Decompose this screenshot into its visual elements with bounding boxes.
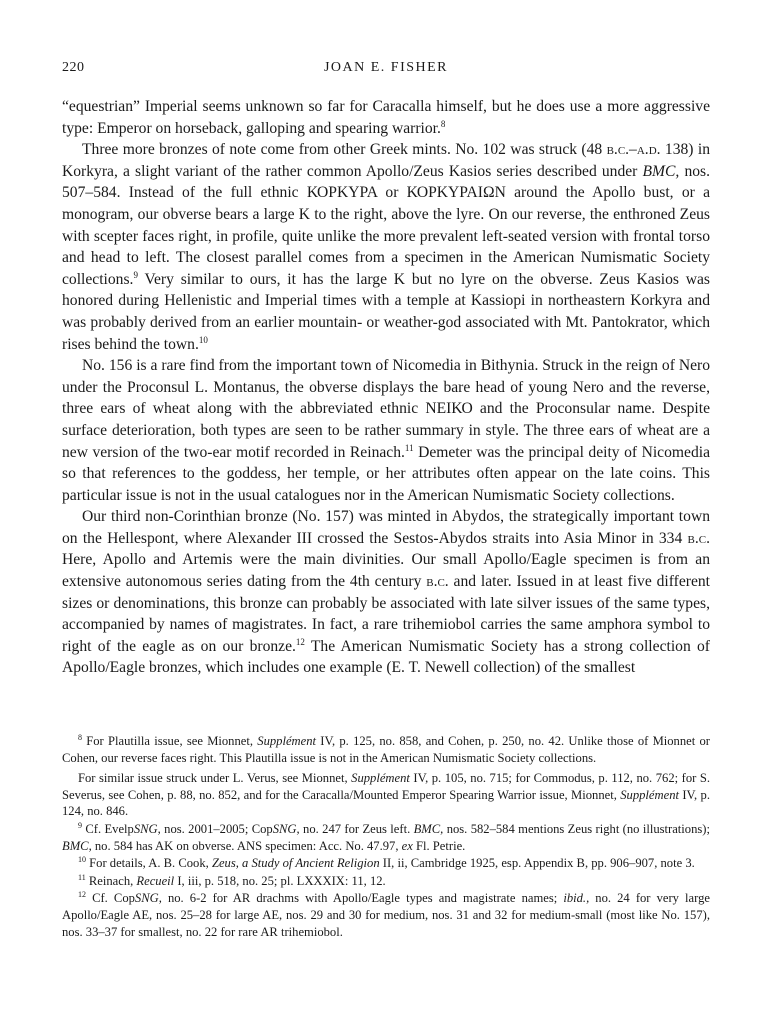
footnotes [62, 733, 710, 941]
footnote-9: $^9$ Cf. EvelpSNG, nos. 2001–2005; CopSNG, no. 247 for Zeus left. BMC, nos. 582–584 mentions Zeus right (no illustrations); BMC, no. 584 has AK on obverse. ANS specimen: Acc. No. 47.97, ex Fl. Petrie. [62, 820, 710, 853]
footnote-ref[interactable]: 10 [198, 334, 208, 345]
footnote-ref[interactable]: 9 [133, 269, 138, 280]
paragraph: Three more bronzes of note come from other Greek mints. No. 102 was struck (48 b.c.–a.d. 138) in Korkyra, a slight variant of the rather common Apollo/Zeus Kasios series described under BMC, nos. 507–584. Instead of the full ethnic ΚΟΡΚΥΡΑ or ΚΟΡΚΥΡΑΙΩΝ around the Apollo bust, or a monogram, our obverse bears a large K to the right, above the lyre. On our reverse, the enthroned Zeus with scepter faces right, in profile, quite unlike the more prevalent left-seated version with frontal torso and head to left. The closest parallel comes from a specimen in the American Numismatic Society collections.$^9$ Very similar to ours, it has the large K but no lyre on the obverse. Zeus Kasios was honored during Hellenistic and Imperial times with a temple at Kassiopi in northeastern Korkyra and was probably derived from an earlier mountain- or weather-god associated with Mt. Pantokrator, which rises behind the town.$^{10}$ [62, 141, 711, 353]
footnote-ref[interactable]: 11 [404, 442, 414, 453]
page-number: 220 [62, 60, 85, 75]
footnote-11: $^{11}$ Reinach, Recueil I, iii, p. 518, no. 25; pl. LXXXIX: 11, 12. [78, 872, 386, 888]
footnote-8-continued: For similar issue struck under L. Verus, see Mionnet, Supplément IV, p. 105, no. 715; for Commodus, p. 112, no. 762; for S. Severus, see Cohen, p. 88, no. 852, and for the Caracalla/Mounted Emperor Spearing Warrior issue, Mionnet, Supplément IV, p. 124, no. 846. [62, 771, 710, 819]
paragraph: Our third non-Corinthian bronze (No. 157) was minted in Abydos, the strategically important town on the Hellespont, where Alexander III crossed the Sestos-Abydos straits into Asia Minor in 334 b.c. Here, Apollo and Artemis were the main divinities. Our small Apollo/Eagle specimen is from an extensive autonomous series dating from the 4th century b.c. and later. Issued in at least five different sizes or denominations, this bronze can probably be associated with late silver issues of the same types, accompanied by names of magistrates. In fact, a rare trihemiobol carries the same amphora symbol to right of the eagle as on our bronze.$^{12}$ The American Numismatic Society has a strong collection of Apollo/Eagle bronzes, which includes one example (E. T. Newell collection) of the smallest [62, 508, 710, 677]
body-text [62, 96, 710, 679]
paragraph: No. 156 is a rare find from the important town of Nicomedia in Bithynia. Struck in the reign of Nero under the Proconsul L. Montanus, the obverse displays the bare head of young Nero and the reverse, three ears of wheat along with the abbreviated ethnic ΝΕΙΚΟ and the Proconsular name. Despite surface deterioration, both types are seen to be rather summary in style. The three ears of wheat are a new version of the two-ear motif recorded in Reinach.$^{11}$ Demeter was the principal deity of Nicomedia so that references to the goddess, her temple, or her attributes often appear on the late coins. This particular issue is not in the usual catalogues nor in the American Numismatic Society collections. [62, 357, 710, 504]
running-title: JOAN E. FISHER [323, 60, 449, 75]
footnote-8: $^8$ For Plautilla issue, see Mionnet, Supplément IV, p. 125, no. 858, and Cohen, p. 250, no. 42. Unlike those of Mionnet or Cohen, our reverse faces right. This Plautilla issue is not in the American Numismatic Society collections. [62, 733, 710, 765]
page-header [62, 60, 710, 82]
footnote-ref[interactable]: 8 [440, 118, 446, 129]
footnote-12: $^{12}$ Cf. CopSNG, no. 6-2 for AR drachms with Apollo/Eagle types and magistrate names; ibid., no. 24 for very large Apollo/Eagle AE, nos. 25–28 for large AE, nos. 29 and 30 for medium, nos. 31 and 32 for medium-small (most like No. 157), nos. 33–37 for smallest, no. 22 for rare AR trihemiobol. [62, 890, 710, 939]
footnote-ref[interactable]: 12 [295, 636, 305, 647]
footnote-10: $^{10}$ For details, A. B. Cook, Zeus, a Study of Ancient Religion II, ii, Cambridge 1925, esp. Appendix B, pp. 906–907, note 3. [78, 855, 695, 871]
paragraph: “equestrian” Imperial seems unknown so far for Caracalla himself, but he does use a more aggressive type: Emperor on horseback, galloping and spearing warrior.$^8$ [62, 98, 710, 137]
